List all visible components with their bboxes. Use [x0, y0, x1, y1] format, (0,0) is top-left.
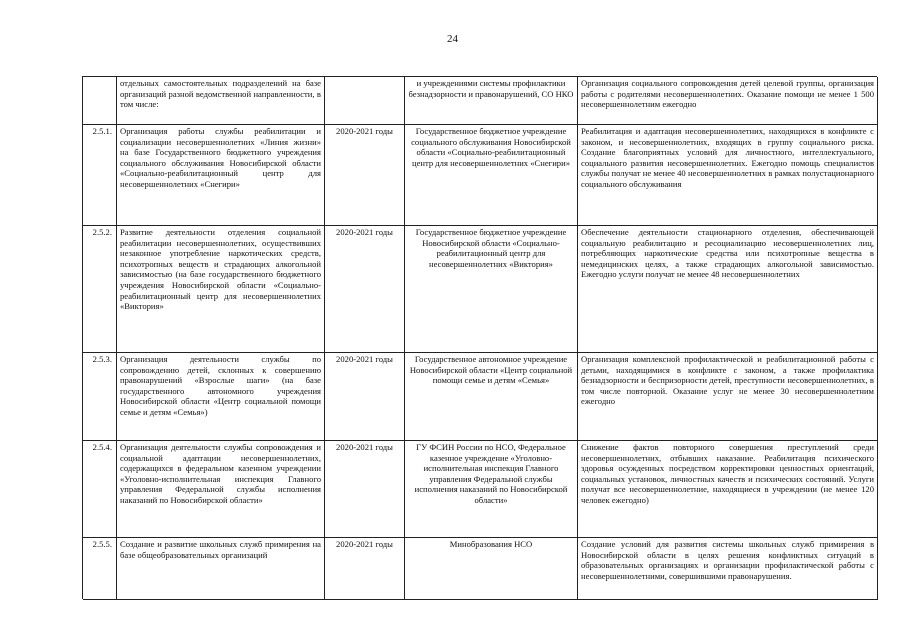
table-row	[83, 125, 877, 226]
activity-cell: Организация деятельности службы по сопровождению детей, склонных к совершению правонарушений «Взрослые шаги» (на базе государственного автономного учреждения Новосибирской области «Центр социальной помощи семье и детям «Семья»)	[117, 353, 325, 441]
result-cell: Реабилитация и адаптация несовершеннолетних, находящихся в конфликте с законом, и несовершеннолетних, входящих в группу социального риска. Создание благоприятных условий для личностного, интеллектуального, социального развития несовершеннолетних. Ежегодно помощь специалистов службы получат не менее 40 несовершеннолетних в рамках полустационарного социального обслуживания	[578, 125, 878, 226]
executor-cell: Государственное автономное учреждение Новосибирской области «Центр социальной помощи семье и детям «Семья»	[405, 353, 578, 441]
executor-cell: ГУ ФСИН России по НСО, Федеральное казенное учреждение «Уголовно-исполнительная инспекция Главного управления Федеральной службы исполнения наказаний по Новосибирской области»	[405, 441, 578, 538]
measures-table	[82, 76, 877, 599]
result-cell: Организация комплексной профилактической и реабилитационной работы с детьми, находящимися в конфликте с законом, а также профилактика безнадзорности и беспризорности детей, преступности несовершеннолетних, в том числе повторной. Оказание услуг не менее 30 несовершеннолетним ежегодно	[578, 353, 878, 441]
result-cell: Снижение фактов повторного совершения преступлений среди несовершеннолетних, отбывших наказание. Реабилитация психического здоровья осужденных посредством корректировки ценностных ориентаций, социальных установок, личностных качеств и психических состояний. Услуги получат все несовершеннолетние, находящиеся в учреждении (не менее 120 человек ежегодно)	[578, 441, 878, 538]
activity-cell: Развитие деятельности отделения социальной реабилитации несовершеннолетних, осуществивших незаконное употребление наркотических средств, психотропных веществ и страдающих алкогольной зависимостью (на базе государственного бюджетного учреждения Новосибирской области «Социально-реабилитационный центр для несовершеннолетних «Виктория»	[117, 226, 325, 353]
executor-cell: и учреждениями системы профилактики безнадзорности и правонарушений, СО НКО	[405, 77, 578, 125]
activity-cell: Создание и развитие школьных служб примирения на базе общеобразовательных организаций	[117, 538, 325, 600]
page-number: 24	[447, 33, 458, 45]
row-number: 2.5.4.	[83, 441, 117, 538]
executor-cell: Минобразования НСО	[405, 538, 578, 600]
row-number: 2.5.2.	[83, 226, 117, 353]
table-row	[83, 226, 877, 353]
result-cell: Организация социального сопровождения детей целевой группы, организация работы с родителями несовершеннолетних. Оказание помощи не менее 1 500 несовершеннолетним ежегодно	[578, 77, 878, 125]
table-row	[83, 538, 877, 600]
period-cell: 2020-2021 годы	[325, 125, 405, 226]
activity-cell: отдельных самостоятельных подразделений на базе организаций разной ведомственной направленности, в том числе:	[117, 77, 325, 125]
executor-cell: Государственное бюджетное учреждение Новосибирской области «Социально-реабилитационный центр для несовершеннолетних «Виктория»	[405, 226, 578, 353]
row-number: 2.5.3.	[83, 353, 117, 441]
period-cell: 2020-2021 годы	[325, 353, 405, 441]
table-row	[83, 353, 877, 441]
result-cell: Обеспечение деятельности стационарного отделения, обеспечивающей социальную реабилитацию и ресоциализацию несовершеннолетних лиц, потребляющих наркотические средства или психотропные вещества в немедицинских целях, а также страдающих алкогольной зависимостью. Ежегодно услуги получат не менее 48 несовершеннолетних	[578, 226, 878, 353]
executor-cell: Государственное бюджетное учреждение социального обслуживания Новосибирской области «Социально-реабилитационный центр для несовершеннолетних «Снегири»	[405, 125, 578, 226]
activity-cell: Организация работы службы реабилитации и социализации несовершеннолетних «Линия жизни» на базе Государственного бюджетного учреждения социального обслуживания Новосибирской области «Социально-реабилитационный центр для несовершеннолетних «Снегири»	[117, 125, 325, 226]
row-number	[83, 77, 117, 125]
result-cell: Создание условий для развития системы школьных служб примирения в Новосибирской области в целях решения конфликтных ситуаций в образовательных организациях и организации профилактической работы с несовершеннолетними, совершившими правонарушения.	[578, 538, 878, 600]
table-row	[83, 77, 877, 125]
period-cell	[325, 77, 405, 125]
period-cell: 2020-2021 годы	[325, 441, 405, 538]
table-row	[83, 441, 877, 538]
period-cell: 2020-2021 годы	[325, 538, 405, 600]
row-number: 2.5.1.	[83, 125, 117, 226]
period-cell: 2020-2021 годы	[325, 226, 405, 353]
activity-cell: Организация деятельности службы сопровождения и социальной адаптации несовершеннолетних, содержащихся в федеральном казенном учреждении «Уголовно-исполнительная инспекция Главного управления Федеральной службы исполнения наказаний по Новосибирской области»	[117, 441, 325, 538]
row-number: 2.5.5.	[83, 538, 117, 600]
